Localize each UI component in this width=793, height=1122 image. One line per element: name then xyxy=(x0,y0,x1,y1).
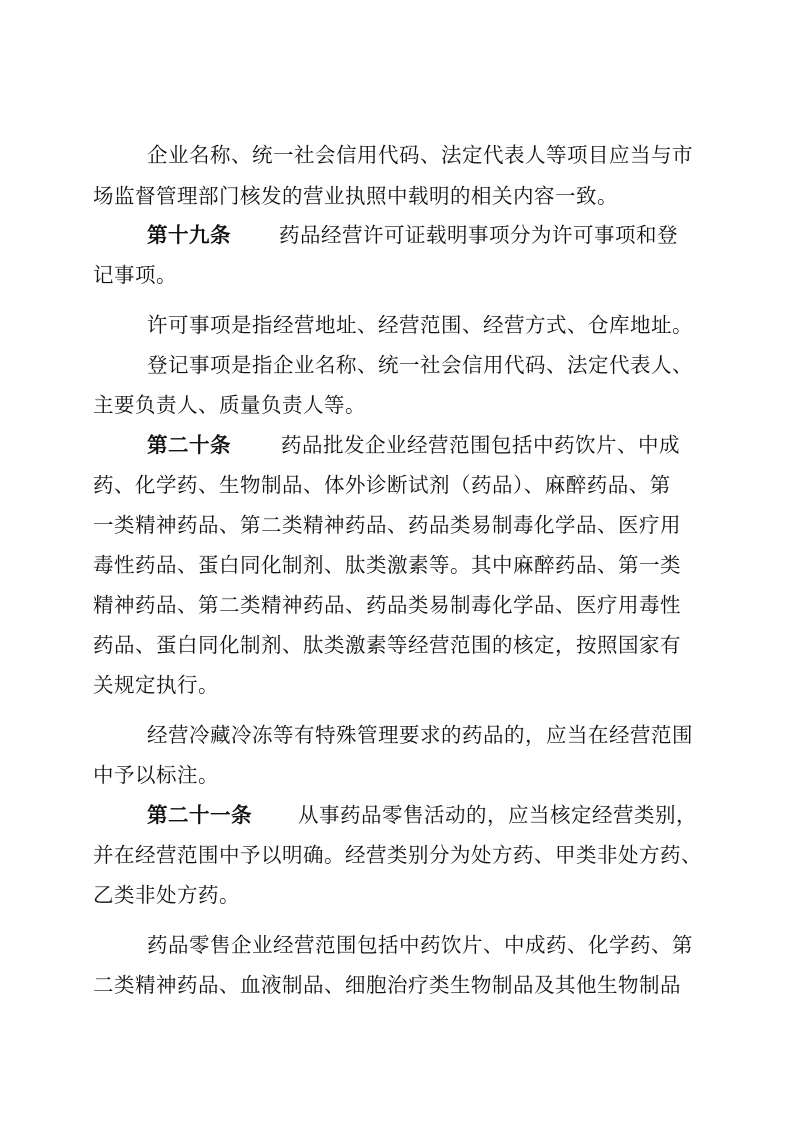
article-heading: 第二十条 xyxy=(147,433,231,457)
text-segment: 从事药品零售活动的，应当核定经营类别， xyxy=(298,803,697,827)
article-paragraph xyxy=(147,432,680,458)
text-line: 精神药品、第二类精神药品、药品类易制毒化学品、医疗用毒性 xyxy=(93,593,681,617)
text-line: 经营冷藏冷冻等有特殊管理要求的药品的，应当在经营范围 xyxy=(147,723,693,747)
text-line: 关规定执行。 xyxy=(93,673,219,697)
text-line: 登记事项是指企业名称、统一社会信用代码、法定代表人、 xyxy=(147,353,693,377)
text-line: 毒性药品、蛋白同化制剂、肽类激素等。其中麻醉药品、第一类 xyxy=(93,553,681,577)
article-heading: 第二十一条 xyxy=(147,803,252,827)
text-line: 中予以标注。 xyxy=(93,763,219,787)
article-paragraph xyxy=(147,222,678,248)
article-paragraph xyxy=(147,802,697,828)
article-heading: 第十九条 xyxy=(147,223,231,247)
text-line: 药品零售企业经营范围包括中药饮片、中成药、化学药、第 xyxy=(147,933,693,957)
text-line: 许可事项是指经营地址、经营范围、经营方式、仓库地址。 xyxy=(147,313,693,337)
text-line: 记事项。 xyxy=(93,263,177,287)
text-line: 场监督管理部门核发的营业执照中载明的相关内容一致。 xyxy=(93,184,618,208)
text-line: 二类精神药品、血液制品、细胞治疗类生物制品及其他生物制品 xyxy=(93,973,681,997)
text-segment: 药品批发企业经营范围包括中药饮片、中成 xyxy=(281,433,680,457)
text-line: 主要负责人、质量负责人等。 xyxy=(93,393,366,417)
text-line: 一类精神药品、第二类精神药品、药品类易制毒化学品、医疗用 xyxy=(93,513,681,537)
text-line: 乙类非处方药。 xyxy=(93,883,240,907)
text-segment: 药品经营许可证载明事项分为许可事项和登 xyxy=(279,223,678,247)
text-line: 药品、蛋白同化制剂、肽类激素等经营范围的核定，按照国家有 xyxy=(93,633,681,657)
text-line: 并在经营范围中予以明确。经营类别分为处方药、甲类非处方药、 xyxy=(93,843,702,867)
text-line: 企业名称、统一社会信用代码、法定代表人等项目应当与市 xyxy=(147,143,693,167)
text-line: 药、化学药、生物制品、体外诊断试剂（药品）、麻醉药品、第 xyxy=(93,473,671,497)
